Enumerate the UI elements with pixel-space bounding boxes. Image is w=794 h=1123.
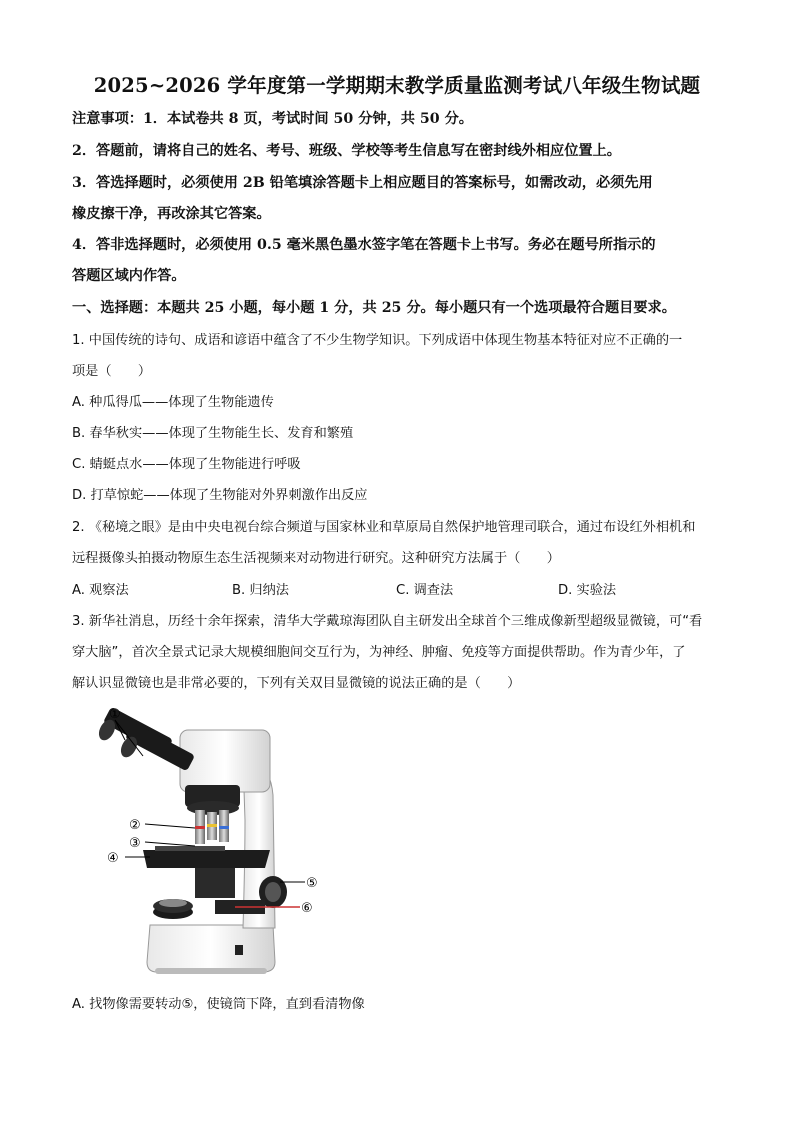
microscope-drawing (96, 707, 305, 974)
label-4: ④ (107, 851, 119, 866)
q2-option-d: D. 实验法 (558, 583, 617, 598)
q2-stem-line-1: 2. 《秘境之眼》是由中央电视台综合频道与国家林业和草原局自然保护地管理司联合，通过布设红外相机和 (72, 520, 696, 535)
q3-option-a: A. 找物像需要转动⑤，使镜筒下降，直到看清物像 (72, 997, 365, 1012)
q2-option-b: B. 归纳法 (232, 583, 289, 598)
q1-option-c: C. 蜻蜓点水——体现了生物能进行呼吸 (72, 457, 301, 472)
page-title: 2025~2026 学年度第一学期期末教学质量监测考试八年级生物试题 (93, 74, 701, 97)
notice-line-1: 注意事项：1．本试卷共 8 页，考试时间 50 分钟，共 50 分。 (72, 111, 473, 127)
q3-stem-line-1: 3. 新华社消息，历经十余年探索，清华大学戴琼海团队自主研发出全球首个三维成像新型超级显微镜，可“看 (72, 614, 703, 629)
q3-stem-line-3: 解认识显微镜也是非常必要的，下列有关双目显微镜的说法正确的是（ ） (72, 676, 521, 691)
q1-option-b: B. 春华秋实——体现了生物能生长、发育和繁殖 (72, 426, 354, 441)
q1-stem-line-1: 1. 中国传统的诗句、成语和谚语中蕴含了不少生物学知识。下列成语中体现生物基本特征对应不正确的一 (72, 333, 683, 348)
label-6: ⑥ (301, 901, 313, 916)
q1-stem-line-2: 项是（ ） (72, 364, 152, 379)
q2-stem-line-2: 远程摄像头拍摄动物原生态生活视频来对动物进行研究。这种研究方法属于（ ） (72, 551, 560, 566)
notice-line-3b: 橡皮擦干净，再改涂其它答案。 (72, 206, 271, 222)
notice-line-2: 2．答题前，请将自己的姓名、考号、班级、学校等考生信息写在密封线外相应位置上。 (72, 143, 621, 159)
q2-option-a: A. 观察法 (72, 583, 129, 598)
q1-option-d: D. 打草惊蛇——体现了生物能对外界刺激作出反应 (72, 488, 368, 503)
notice-line-4b: 答题区域内作答。 (72, 268, 186, 284)
section-heading: 一、选择题：本题共 25 小题，每小题 1 分，共 25 分。每小题只有一个选项最符合题目要求。 (72, 300, 676, 316)
microscope-figure (95, 700, 335, 980)
label-3: ③ (129, 836, 141, 851)
label-2: ② (129, 818, 141, 833)
label-1: ① (109, 707, 121, 722)
q2-option-c: C. 调查法 (396, 583, 454, 598)
notice-line-3a: 3．答选择题时，必须使用 2B 铅笔填涂答题卡上相应题目的答案标号，如需改动，必须先用 (72, 175, 653, 191)
notice-line-4a: 4．答非选择题时，必须使用 0.5 毫米黑色墨水签字笔在答题卡上书写。务必在题号所指示的 (72, 237, 656, 253)
q3-stem-line-2: 穿大脑”，首次全景式记录大规模细胞间交互行为，为神经、肿瘤、免疫等方面提供帮助。作为青少年，了 (72, 645, 686, 660)
label-5: ⑤ (306, 876, 318, 891)
q1-option-a: A. 种瓜得瓜——体现了生物能遗传 (72, 395, 274, 410)
